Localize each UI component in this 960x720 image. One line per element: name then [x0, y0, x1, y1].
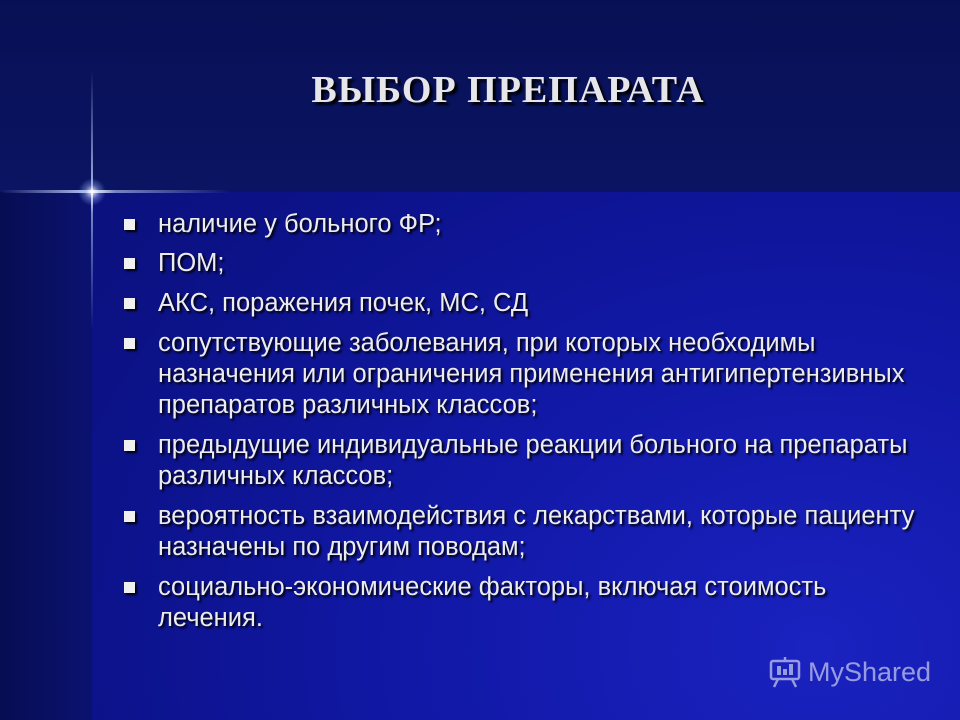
- bullet-text: сопутствующие заболевания, при которых необходимы назначения или ограничения применения антигипертензивных препаратов различных классов;: [158, 329, 905, 419]
- sparkle-star-icon: [78, 178, 106, 206]
- bullet-square-icon: [124, 298, 135, 309]
- bullet-item: [118, 430, 918, 492]
- bullet-item: [118, 501, 918, 563]
- bullet-square-icon: [124, 582, 135, 593]
- bullet-text: вероятность взаимодействия с лекарствами, которые пациенту назначены по другим поводам;: [158, 502, 915, 561]
- bullet-item: [118, 572, 918, 634]
- side-band: [0, 192, 92, 720]
- watermark-link[interactable]: [768, 655, 931, 689]
- bullet-text: наличие у больного ФР;: [158, 210, 442, 238]
- bullet-text: АКС, поражения почек, МС, СД: [158, 289, 529, 317]
- bullet-square-icon: [124, 219, 135, 230]
- bullet-square-icon: [124, 511, 135, 522]
- slide-title: ВЫБОР ПРЕПАРАТА: [311, 69, 705, 111]
- presentation-icon: [768, 655, 802, 689]
- bullet-text: ПОМ;: [158, 249, 225, 277]
- bullet-square-icon: [124, 338, 135, 349]
- bullet-item: [118, 209, 918, 240]
- sparkle-horizontal-ray: [0, 190, 230, 193]
- bullet-item: [118, 328, 918, 421]
- watermark-text: MyShared: [808, 656, 932, 687]
- bullet-item: [118, 288, 918, 319]
- bullet-item: [118, 248, 918, 279]
- bullet-text: предыдущие индивидуальные реакции больного на препараты различных классов;: [158, 431, 908, 490]
- bullet-text: социально-экономические факторы, включая стоимость лечения.: [158, 573, 827, 632]
- bullet-list: [118, 209, 918, 643]
- bullet-square-icon: [124, 440, 135, 451]
- bullet-square-icon: [124, 258, 135, 269]
